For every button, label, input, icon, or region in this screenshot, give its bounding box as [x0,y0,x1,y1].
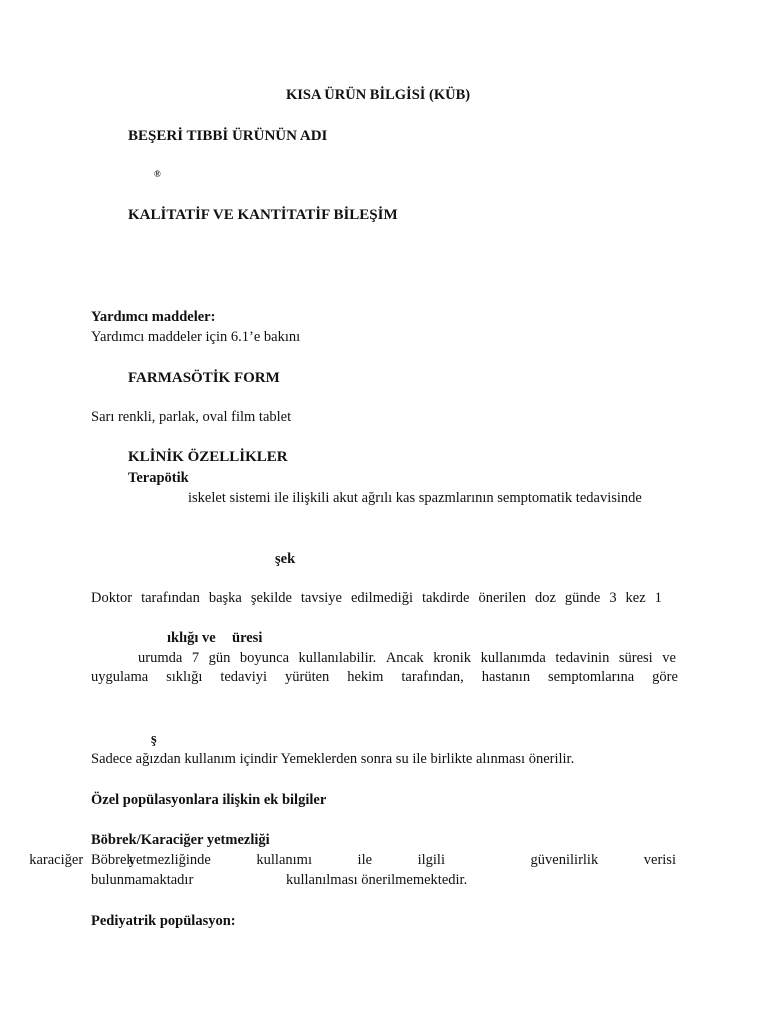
dose-text [91,589,662,607]
word: hastanın [481,669,531,685]
frequency-heading-part-b: üresi [232,630,263,646]
registered-mark: ® [154,169,161,179]
section-heading-clinical: KLİNİK ÖZELLİKLER [128,449,288,465]
word: 7 [191,650,200,666]
word: doz [534,590,556,606]
word: verisi [643,852,676,868]
special-populations-heading: Özel popülasyonlara ilişkin ek bilgiler [91,792,327,808]
word: kullanımı [256,852,312,868]
word: ilgili [417,852,445,868]
word: Ancak [385,650,424,666]
word: başka [208,590,242,606]
word: önerilen [478,590,526,606]
word: tarafından [141,590,200,606]
word: tavsiye [300,590,342,606]
word: edilmediği [350,590,413,606]
excipients-text: Yardımcı maddeler için 6.1’e bakını [91,329,301,345]
renal-hepatic-text-line-2b: kullanılması önerilmemektedir. [286,872,468,888]
word: urumda [138,650,183,666]
word: ve [662,650,676,666]
word: güvenilirlik [530,852,599,868]
frequency-text-line-2 [91,668,678,686]
section-heading-product-name: BEŞERİ TIBBİ ÜRÜNÜN ADI [128,128,328,144]
posology-fragment: şek [275,551,296,567]
word: göre [652,669,678,685]
word: sıklığı [166,669,203,685]
word: tarafından, [401,669,464,685]
section-heading-composition: KALİTATİF VE KANTİTATİF BİLEŞİM [128,207,398,223]
word: semptomlarına [548,669,635,685]
word: gün [208,650,231,666]
indication-text: iskelet sistemi ile ilişkili akut ağrılı kas spazmlarının semptomatik tedavisinde [188,490,642,506]
word: takdirde [421,590,470,606]
word: Böbrek [91,852,134,868]
word: hekim [347,669,384,685]
word: günde [564,590,601,606]
word: şekilde [250,590,292,606]
word: kullanılabilir. [298,650,377,666]
frequency-text-line-1 [138,649,676,667]
word: kullanımda [480,650,546,666]
section-heading-pharmaceutical-form: FARMASÖTİK FORM [128,370,280,386]
word: uygulama [91,669,149,685]
word: Doktor [91,590,133,606]
word: ile [357,852,373,868]
word: boyunca [239,650,290,666]
form-text: Sarı renkli, parlak, oval film tablet [91,409,292,425]
administration-text: Sadece ağızdan kullanım içindir Yemeklerden sonra su ile birlikte alınması önerilir. [91,751,575,767]
word: kronik [433,650,472,666]
excipients-label: Yardımcı maddeler: [91,309,216,325]
renal-hepatic-text-line-1 [29,851,676,869]
renal-hepatic-heading: Böbrek/Karaciğer yetmezliği [91,832,270,848]
word: süresi [618,650,653,666]
renal-hepatic-text-line-2a: bulunmamaktadır [91,872,194,888]
word: tedavinin [555,650,610,666]
word: 1 [654,590,662,606]
word: yetmezliğinde [128,852,211,868]
word: tedaviyi [220,669,268,685]
word: karaciğer [29,852,84,868]
therapeutic-label: Terapötik [128,470,189,486]
word: 3 [609,590,617,606]
pediatric-heading: Pediyatrik popülasyon: [91,913,236,929]
frequency-heading-part-a: ıklığı ve [167,630,216,646]
administration-fragment: ş [151,731,157,747]
word: kez [625,590,646,606]
word: yürüten [284,669,330,685]
document-title: KISA ÜRÜN BİLGİSİ (KÜB) [286,87,471,103]
